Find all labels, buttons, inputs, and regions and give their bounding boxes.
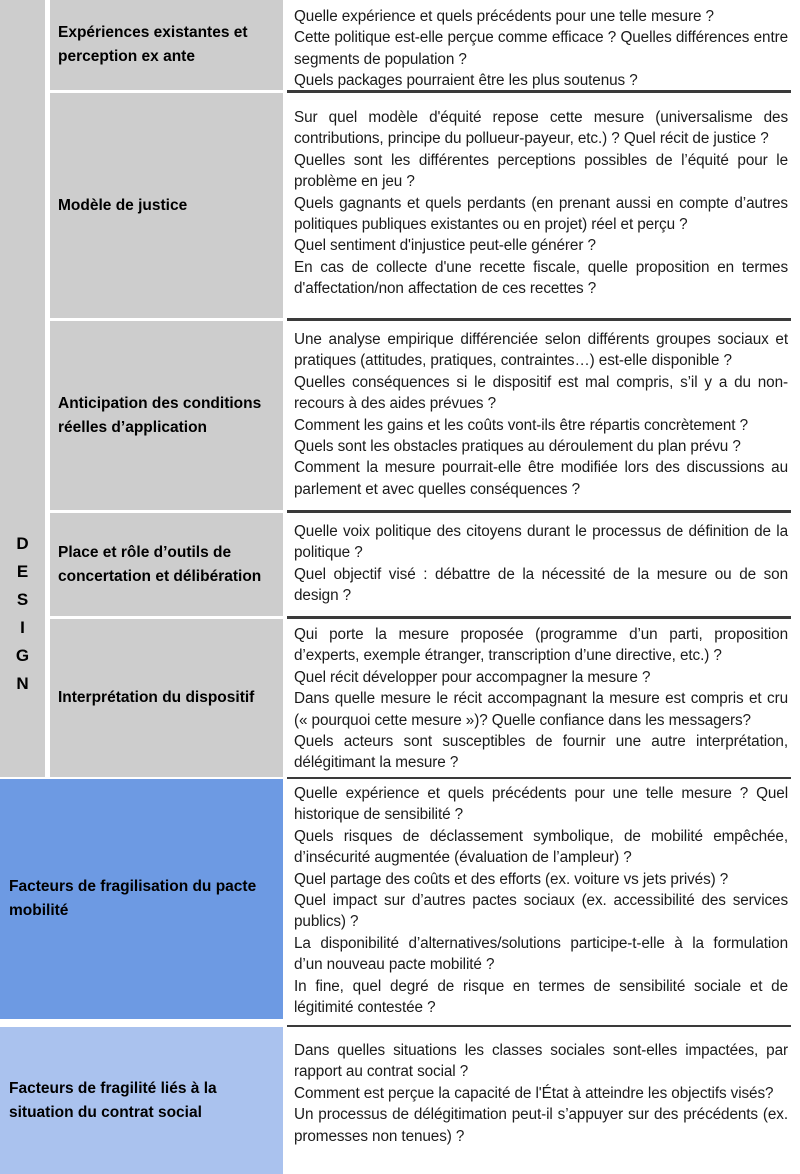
- questions-cell: [290, 321, 791, 510]
- category-label: Facteurs de fragilisation du pacte mobilité: [9, 878, 257, 919]
- question-text: Une analyse empirique différenciée selon différents groupes sociaux et pratiques (attitudes, pratiques, contraintes…) est-elle disponible ?: [294, 331, 788, 370]
- questions-cell: [290, 619, 791, 777]
- category-cell-anticipation: [50, 321, 283, 510]
- design-letter: N: [16, 674, 29, 693]
- question-text: Quel sentiment d'injustice peut-elle générer ?: [294, 237, 596, 255]
- question-text: Dans quelle mesure le récit accompagnant la mesure est compris et cru (« pourquoi cette mesure »)? Quelle confiance dans les messagers?: [294, 690, 788, 729]
- question-text: In fine, quel degré de risque en termes de sensibilité sociale et de légitimité contestée ?: [294, 977, 788, 1017]
- question-text: Cette politique est-elle perçue comme efficace ? Quelles différences entre segments de population ?: [294, 29, 788, 68]
- question-text: Comment est perçue la capacité de l'État à atteindre les objectifs visés?: [294, 1084, 774, 1102]
- question-text: Quel récit développer pour accompagner la mesure ?: [294, 668, 651, 686]
- category-label: Interprétation du dispositif: [58, 689, 255, 706]
- question-text: Quels gagnants et quels perdants (en prenant aussi en compte d’autres politiques publiques existantes ou en projet) réel et perçu ?: [294, 194, 788, 234]
- design-letter: S: [16, 590, 29, 609]
- question-text: Quelles conséquences si le dispositif est mal compris, s’il y a du non-recours à des aides prévues ?: [294, 373, 788, 413]
- question-text: Dans quelles situations les classes sociales sont-elles impactées, par rapport au contrat social ?: [294, 1042, 788, 1081]
- questions-cell: [290, 1027, 791, 1174]
- design-section-label: [0, 530, 45, 698]
- category-cell-modele-justice: [50, 93, 283, 318]
- question-text: Un processus de délégitimation peut-il s’appuyer sur des précédents (ex. promesses non tenues) ?: [294, 1106, 788, 1145]
- question-text: Quel objectif visé : débattre de la nécessité de la mesure ou de son design ?: [294, 565, 788, 605]
- questions-cell: [290, 0, 791, 90]
- category-label: Expériences existantes et perception ex ante: [58, 24, 248, 65]
- question-text: Quels packages pourraient être les plus soutenus ?: [294, 72, 638, 90]
- category-cell-interpretation: [50, 619, 283, 777]
- question-text: Comment les gains et les coûts vont-ils être répartis concrètement ?: [294, 416, 749, 434]
- design-letter: I: [20, 618, 25, 637]
- question-text: Qui porte la mesure proposée (programme d’un parti, proposition d’experts, exemple étranger, transcription d’une directive, etc.) ?: [294, 626, 788, 665]
- question-text: La disponibilité d’alternatives/solutions participe-t-elle à la formulation d’un nouveau pacte mobilité ?: [294, 934, 788, 974]
- row-separator: [287, 1019, 791, 1027]
- category-cell-experiences: [50, 0, 283, 90]
- design-section-cell: [0, 0, 45, 777]
- question-text: Quel impact sur d’autres pactes sociaux (ex. accessibilité des services publics) ?: [294, 892, 788, 931]
- category-cell-concertation: [50, 513, 283, 616]
- questions-cell: [290, 93, 791, 318]
- question-text: Quelles sont les différentes perceptions possibles de l’équité pour le problème en jeu ?: [294, 151, 788, 191]
- question-text: Quelle expérience et quels précédents pour une telle mesure ?: [294, 8, 714, 25]
- category-label: Place et rôle d’outils de concertation et délibération: [58, 543, 262, 585]
- question-text: Quel partage des coûts et des efforts (ex. voiture vs jets privés) ?: [294, 870, 729, 888]
- questions-cell: [290, 513, 791, 616]
- questions-cell: [290, 779, 791, 1019]
- question-text: Sur quel modèle d'équité repose cette mesure (universalisme des contributions, principe du pollueur-payeur, etc.) ? Quel récit de justice ?: [294, 109, 788, 148]
- category-label: Anticipation des conditions réelles d’application: [58, 394, 262, 436]
- design-letter: E: [16, 562, 29, 581]
- question-text: En cas de collecte d'une recette fiscale, quelle proposition en termes d'affectation/non affectation de ces recettes ?: [294, 258, 788, 298]
- question-text: Comment la mesure pourrait-elle être modifiée lors des discussions au parlement et avec quelles conséquences ?: [294, 459, 788, 498]
- question-text: Quelle expérience et quels précédents pour une telle mesure ? Quel historique de sensibilité ?: [294, 785, 788, 824]
- question-text: Quels acteurs sont susceptibles de fournir une autre interprétation, délégitimant la mesure ?: [294, 733, 788, 772]
- category-label: Modèle de justice: [58, 196, 188, 214]
- category-cell-fragilite-contrat-social: [0, 1027, 283, 1174]
- question-text: Quels risques de déclassement symbolique, de mobilité empêchée, d’insécurité augmentée (évaluation de l’ampleur) ?: [294, 827, 788, 867]
- category-label: Facteurs de fragilité liés à la situation du contrat social: [9, 1079, 217, 1121]
- question-text: Quels sont les obstacles pratiques au déroulement du plan prévu ?: [294, 438, 741, 456]
- question-text: Quelle voix politique des citoyens durant le processus de définition de la politique ?: [294, 523, 788, 562]
- category-cell-fragilisation-pacte-mobilite: [0, 779, 283, 1019]
- design-letter: D: [16, 534, 29, 553]
- design-letter: G: [15, 646, 30, 665]
